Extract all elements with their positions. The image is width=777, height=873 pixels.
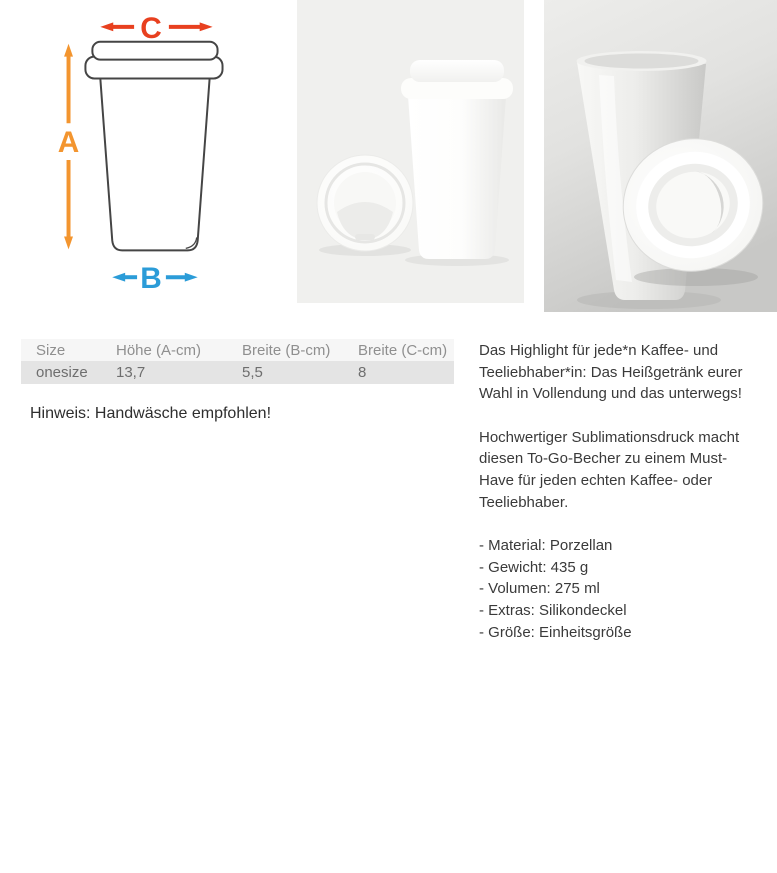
spec-list xyxy=(479,535,757,643)
mug-schematic xyxy=(20,2,280,310)
size-value: onesize xyxy=(21,361,101,384)
size-table-header-size: Size xyxy=(21,339,101,361)
arrow-down-icon xyxy=(64,236,73,249)
product-photo-lid-leaning[interactable] xyxy=(544,0,777,312)
dimension-arrow-b xyxy=(112,262,197,295)
product-photo-1 xyxy=(297,0,524,303)
size-table-header-breite-b: Breite (B-cm) xyxy=(227,339,343,361)
mug-body xyxy=(100,79,209,251)
description-paragraph: Hochwertiger Sublimationsdruck macht diesen To-Go-Becher zu einem Must-Have für jeden echten Kaffee- oder Teeliebhaber. xyxy=(479,428,740,511)
description-paragraph: Das Highlight für jede*n Kaffee- und Teeliebhaber*in: Das Heißgetränk eurer Wahl in Vollendung und das unterwegs! xyxy=(479,342,743,403)
breite-c-value: 8 xyxy=(343,361,454,384)
hoehe-value: 13,7 xyxy=(101,361,227,384)
dimension-label-b: B xyxy=(140,262,162,296)
dimension-arrow-a xyxy=(58,44,80,250)
care-note: Hinweis: Handwäsche empfohlen! xyxy=(30,405,272,422)
size-table xyxy=(21,339,454,384)
spec-volumen: - Volumen: 275 ml xyxy=(479,580,600,598)
product-photo-lid-front[interactable] xyxy=(297,0,524,303)
size-diagram-image[interactable] xyxy=(20,2,280,310)
arrow-right-icon xyxy=(185,273,198,282)
product-photo-2 xyxy=(544,0,777,312)
dimension-label-c: C xyxy=(140,11,162,45)
dimension-arrow-c xyxy=(100,12,212,45)
spec-extras: - Extras: Silikondeckel xyxy=(479,601,627,619)
dimension-label-a: A xyxy=(57,126,80,160)
mug-outline xyxy=(85,42,222,251)
spec-groesse: - Größe: Einheitsgröße xyxy=(479,623,632,641)
product-description xyxy=(479,340,757,643)
arrow-right-icon xyxy=(200,22,213,31)
table-row xyxy=(21,361,454,384)
size-table-header-hoehe: Höhe (A-cm) xyxy=(101,339,227,361)
spec-material: - Material: Porzellan xyxy=(479,537,613,555)
size-table-header-breite-c: Breite (C-cm) xyxy=(343,339,454,361)
size-table-header-row xyxy=(21,339,454,361)
breite-b-value: 5,5 xyxy=(227,361,343,384)
spec-gewicht: - Gewicht: 435 g xyxy=(479,558,589,576)
